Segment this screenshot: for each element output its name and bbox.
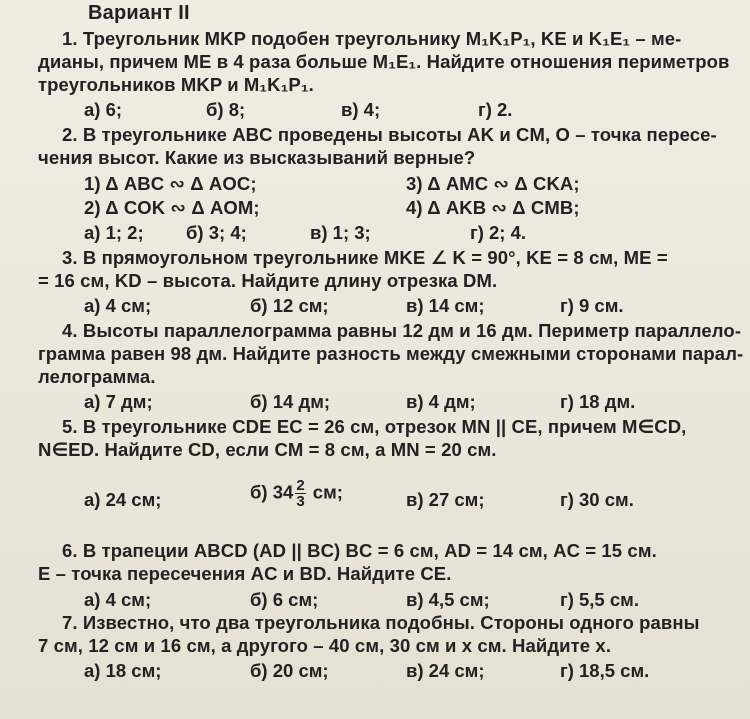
mixed-number-fraction (295, 478, 305, 509)
problem-7-line-1: 7. Известно, что два треугольника подобны. Стороны одного равны (62, 612, 700, 633)
problem-3-line-2: = 16 см, KD – высота. Найдите длину отрезка DM. (38, 270, 498, 291)
problem-1-line-3: треугольников MKP и M₁K₁P₁. (38, 74, 314, 95)
problem-2-statement-1: 1) Δ ABC ∾ Δ AOC; (84, 173, 257, 194)
problem-1-answer-a: а) 6; (84, 99, 123, 120)
problem-5-answer-b (250, 478, 343, 509)
problem-5-answer-c: в) 27 см; (406, 489, 485, 510)
problem-1-answer-d: г) 2. (478, 99, 513, 120)
problem-4-line-2: грамма равен 98 дм. Найдите разность между смежными сторонами парал- (38, 343, 744, 364)
problem-5-answer-d: г) 30 см. (560, 489, 634, 510)
problem-2-statement-4: 4) Δ AKB ∾ Δ CMB; (406, 197, 580, 218)
problem-4-answer-b: б) 14 дм; (250, 391, 331, 412)
problem-4-answer-a: а) 7 дм; (84, 391, 153, 412)
problem-2-line-2: чения высот. Какие из высказываний верные? (38, 147, 476, 168)
problem-1-line-1: 1. Треугольник MKP подобен треугольнику M₁K₁P₁, KE и K₁E₁ – ме- (62, 28, 682, 49)
problem-3-answer-d: г) 9 см. (560, 295, 624, 316)
mixed-number-whole: б) 34 (250, 481, 294, 503)
problem-5-line-2: N∈ED. Найдите CD, если CM = 8 см, а MN = 20 см. (38, 439, 497, 460)
problem-4-line-1: 4. Высоты параллелограмма равны 12 дм и 16 дм. Периметр параллело- (62, 320, 742, 341)
problem-1-line-2: дианы, причем ME в 4 раза больше M₁E₁. Найдите отношения периметров (38, 51, 730, 72)
problem-2-answer-b: б) 3; 4; (186, 222, 247, 243)
problem-2-statement-3: 3) Δ AMC ∾ Δ CKA; (406, 173, 580, 194)
problem-3-answer-c: в) 14 см; (406, 295, 485, 316)
problem-3-answer-a: а) 4 см; (84, 295, 152, 316)
problem-5-line-1: 5. В треугольнике CDE EC = 26 см, отрезок MN || CE, причем M∈CD, (62, 416, 687, 437)
problem-3-answer-b: б) 12 см; (250, 295, 329, 316)
problem-4-line-3: лелограмма. (38, 366, 156, 387)
problem-7-answer-d: г) 18,5 см. (560, 660, 650, 681)
fraction-numerator: 2 (296, 477, 305, 494)
problem-6-answer-d: г) 5,5 см. (560, 589, 639, 610)
problem-7-answer-c: в) 24 см; (406, 660, 485, 681)
problem-5-answer-a: а) 24 см; (84, 489, 162, 510)
problem-2-statement-2: 2) Δ COK ∾ Δ AOM; (84, 197, 260, 218)
fraction-denominator: 3 (296, 493, 305, 510)
problem-3-line-1: 3. В прямоугольном треугольнике MKE ∠ K = 90°, KE = 8 см, ME = (62, 247, 668, 268)
problem-6-answer-b: б) 6 см; (250, 589, 319, 610)
problem-7-answer-b: б) 20 см; (250, 660, 329, 681)
problem-1-answer-c: в) 4; (341, 99, 381, 120)
problem-6-line-2: E – точка пересечения AC и BD. Найдите CE. (38, 563, 452, 584)
problem-7-answer-a: а) 18 см; (84, 660, 162, 681)
problem-6-line-1: 6. В трапеции ABCD (AD || BC) BC = 6 см, AD = 14 см, AC = 15 см. (62, 540, 657, 561)
problem-4-answer-d: г) 18 дм. (560, 391, 636, 412)
answer-b-unit: см; (312, 481, 343, 503)
problem-4-answer-c: в) 4 дм; (406, 391, 476, 412)
problem-6-answer-c: в) 4,5 см; (406, 589, 490, 610)
problem-2-answer-d: г) 2; 4. (470, 222, 527, 243)
variant-title: Вариант II (88, 2, 190, 24)
problem-1-answer-b: б) 8; (206, 99, 246, 120)
problem-6-answer-a: а) 4 см; (84, 589, 152, 610)
problem-7-line-2: 7 см, 12 см и 16 см, а другого – 40 см, 30 см и x см. Найдите x. (38, 635, 612, 656)
problem-2-answer-c: в) 1; 3; (310, 222, 371, 243)
problem-2-answer-a: а) 1; 2; (84, 222, 144, 243)
problem-2-line-1: 2. В треугольнике ABC проведены высоты AK и CM, O – точка пересе- (62, 124, 717, 145)
